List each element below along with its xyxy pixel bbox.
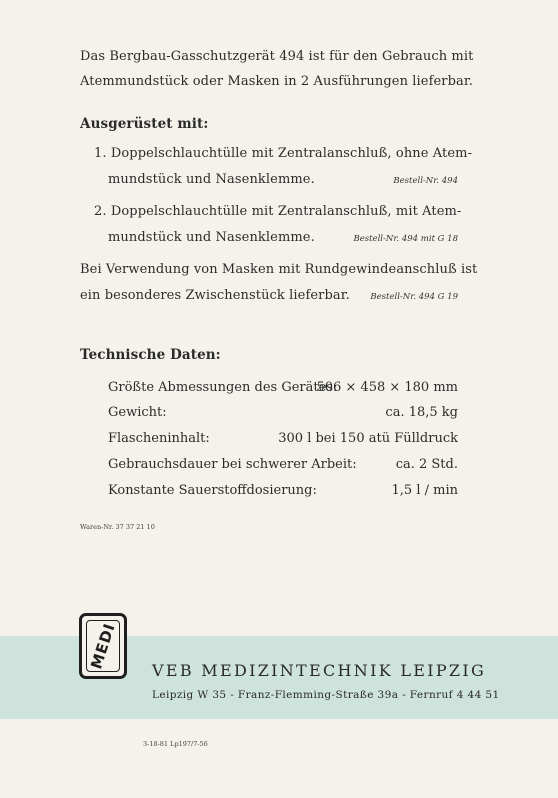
equipment-note-order-number: Bestell-Nr. 494 G 19	[370, 292, 458, 302]
equipment-item-2-line-2: mundstück und Nasenklemme.	[108, 230, 315, 245]
print-code: 3-18-81 Lp197/7-56	[143, 740, 208, 748]
tech-value: ca. 2 Std.	[395, 457, 458, 472]
equipment-heading: Ausgerüstet mit:	[80, 116, 209, 132]
equipment-note-line-2: ein besonderes Zwischenstück lieferbar.	[80, 288, 350, 303]
company-address: Leipzig W 35 - Franz-Flemming-Straße 39a - Fernruf 4 44 51	[152, 689, 500, 701]
equipment-item-2-line-1: 2. Doppelschlauchtülle mit Zentralanschluß, mit Atem-	[94, 204, 462, 219]
tech-label: Konstante Sauerstoffdosierung:	[108, 483, 317, 498]
tech-value: 300 l bei 150 atü Fülldruck	[278, 431, 458, 446]
tech-label: Gewicht:	[108, 405, 167, 420]
tech-value: 506 × 458 × 180 mm	[316, 380, 458, 395]
tech-label: Flascheninhalt:	[108, 431, 210, 446]
equipment-item-1-line-2: mundstück und Nasenklemme.	[108, 172, 315, 187]
tech-label: Gebrauchsdauer bei schwerer Arbeit:	[108, 457, 357, 472]
intro-line-2: Atemmundstück oder Masken in 2 Ausführungen lieferbar.	[80, 74, 474, 89]
medi-logo	[79, 613, 127, 679]
tech-row-cylinder-capacity	[108, 431, 458, 449]
tech-row-oxygen-dosage	[108, 483, 458, 501]
company-name: VEB MEDIZINTECHNIK LEIPZIG	[152, 661, 487, 680]
equipment-item-2-order-number: Bestell-Nr. 494 mit G 18	[353, 234, 458, 244]
tech-row-weight	[108, 405, 458, 423]
tech-row-dimensions	[108, 380, 458, 398]
technical-heading: Technische Daten:	[80, 347, 221, 363]
tech-row-duration	[108, 457, 458, 475]
equipment-item-1-order-number: Bestell-Nr. 494	[393, 176, 458, 186]
tech-value: 1,5 l / min	[391, 483, 458, 498]
logo-text: MEDI	[87, 620, 119, 672]
intro-line-1: Das Bergbau-Gasschutzgerät 494 ist für den Gebrauch mit	[80, 49, 474, 64]
equipment-note-line-1: Bei Verwendung von Masken mit Rundgewindeanschluß ist	[80, 262, 478, 277]
tech-value: ca. 18,5 kg	[385, 405, 458, 420]
equipment-item-1-line-1: 1. Doppelschlauchtülle mit Zentralanschluß, ohne Atem-	[94, 146, 473, 161]
ware-number: Waren-Nr. 37 37 21 10	[80, 523, 155, 531]
tech-label: Größte Abmessungen des Gerätes:	[108, 380, 338, 395]
